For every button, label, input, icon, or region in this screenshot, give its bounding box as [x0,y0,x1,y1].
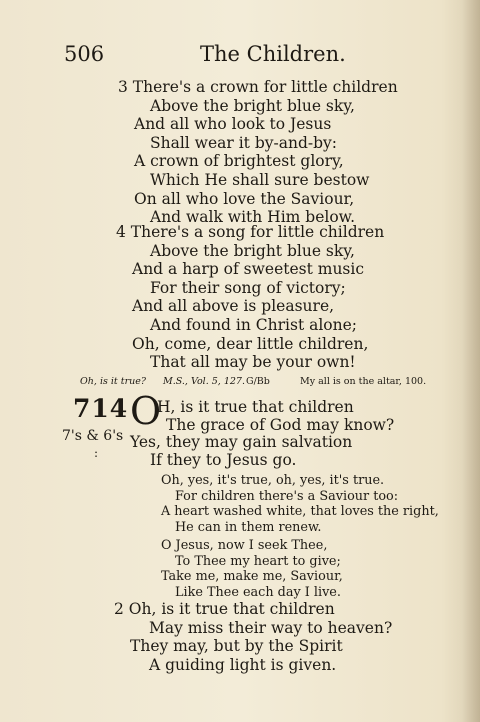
page-edge-shadow [462,0,480,722]
verse-line: Above the bright blue sky, [150,96,355,115]
chorus-line: Like Thee each day I live. [175,584,341,600]
verse-line: Shall wear it by-and-by: [150,133,338,152]
chorus-line: For children there's a Saviour too: [175,488,399,504]
verse-line: On all who love the Saviour, [134,189,355,208]
chorus-b [161,538,343,600]
verse-line: And walk with Him below. [150,208,356,227]
verse-line: 2 Oh, is it true that children [114,600,335,618]
page-number: 506 [64,42,105,66]
verse-line: That all may be your own! [150,353,356,372]
hymn-number: 714 [73,394,129,423]
verse-line: Which He shall sure bestow [150,170,370,189]
hymn-first-line: H, is it true that children [157,398,354,416]
tune-source: M.S., Vol. 5, 127. [163,376,245,387]
hymn-verse-2 [114,600,392,674]
drop-cap: O [130,389,162,433]
verse-line: Above the bright blue sky, [150,241,355,260]
verse-4 [116,223,384,372]
chorus-line: To Thee my heart to give; [175,553,341,569]
verse-line: And found in Christ alone; [150,315,358,334]
chorus-a [161,473,439,535]
verse-line: And all above is pleasure, [132,297,335,316]
chorus-line: O Jesus, now I seek Thee, [161,538,328,553]
chorus-line: Oh, yes, it's true, oh, yes, it's true. [161,473,385,488]
page-title: The Children. [200,42,346,66]
verse-line: And a harp of sweetest music [132,260,365,279]
verse-line: 4 There's a song for little children [116,223,385,241]
verse-line: May miss their way to heaven? [149,618,393,637]
verse-line: A crown of brightest glory, [134,152,344,171]
alt-tune: My all is on the altar, 100. [300,376,427,387]
verse-line: For their song of victory; [150,278,346,297]
verse-line: A guiding light is given. [149,655,337,674]
chorus-line: A heart washed white, that loves the right, [161,504,439,520]
chorus-line: Take me, make me, Saviour, [161,569,343,585]
tune-key: G/Bb [246,376,270,387]
meter-mark: : [94,446,99,460]
tune-title: Oh, is it true? [80,376,146,387]
verse-line: The grace of God may know? [166,416,395,434]
verse-3 [118,78,398,227]
verse-line: Oh, come, dear little children, [132,334,369,353]
verse-line: And all who look to Jesus [134,115,332,134]
verse-line: They may, but by the Spirit [130,637,343,656]
hymn-meter: 7's & 6's [62,428,124,444]
chorus-line: He can in them renew. [175,519,322,535]
verse-line: Yes, they may gain salvation [130,433,353,451]
verse-line: If they to Jesus go. [150,451,297,469]
verse-line: 3 There's a crown for little children [118,78,398,96]
